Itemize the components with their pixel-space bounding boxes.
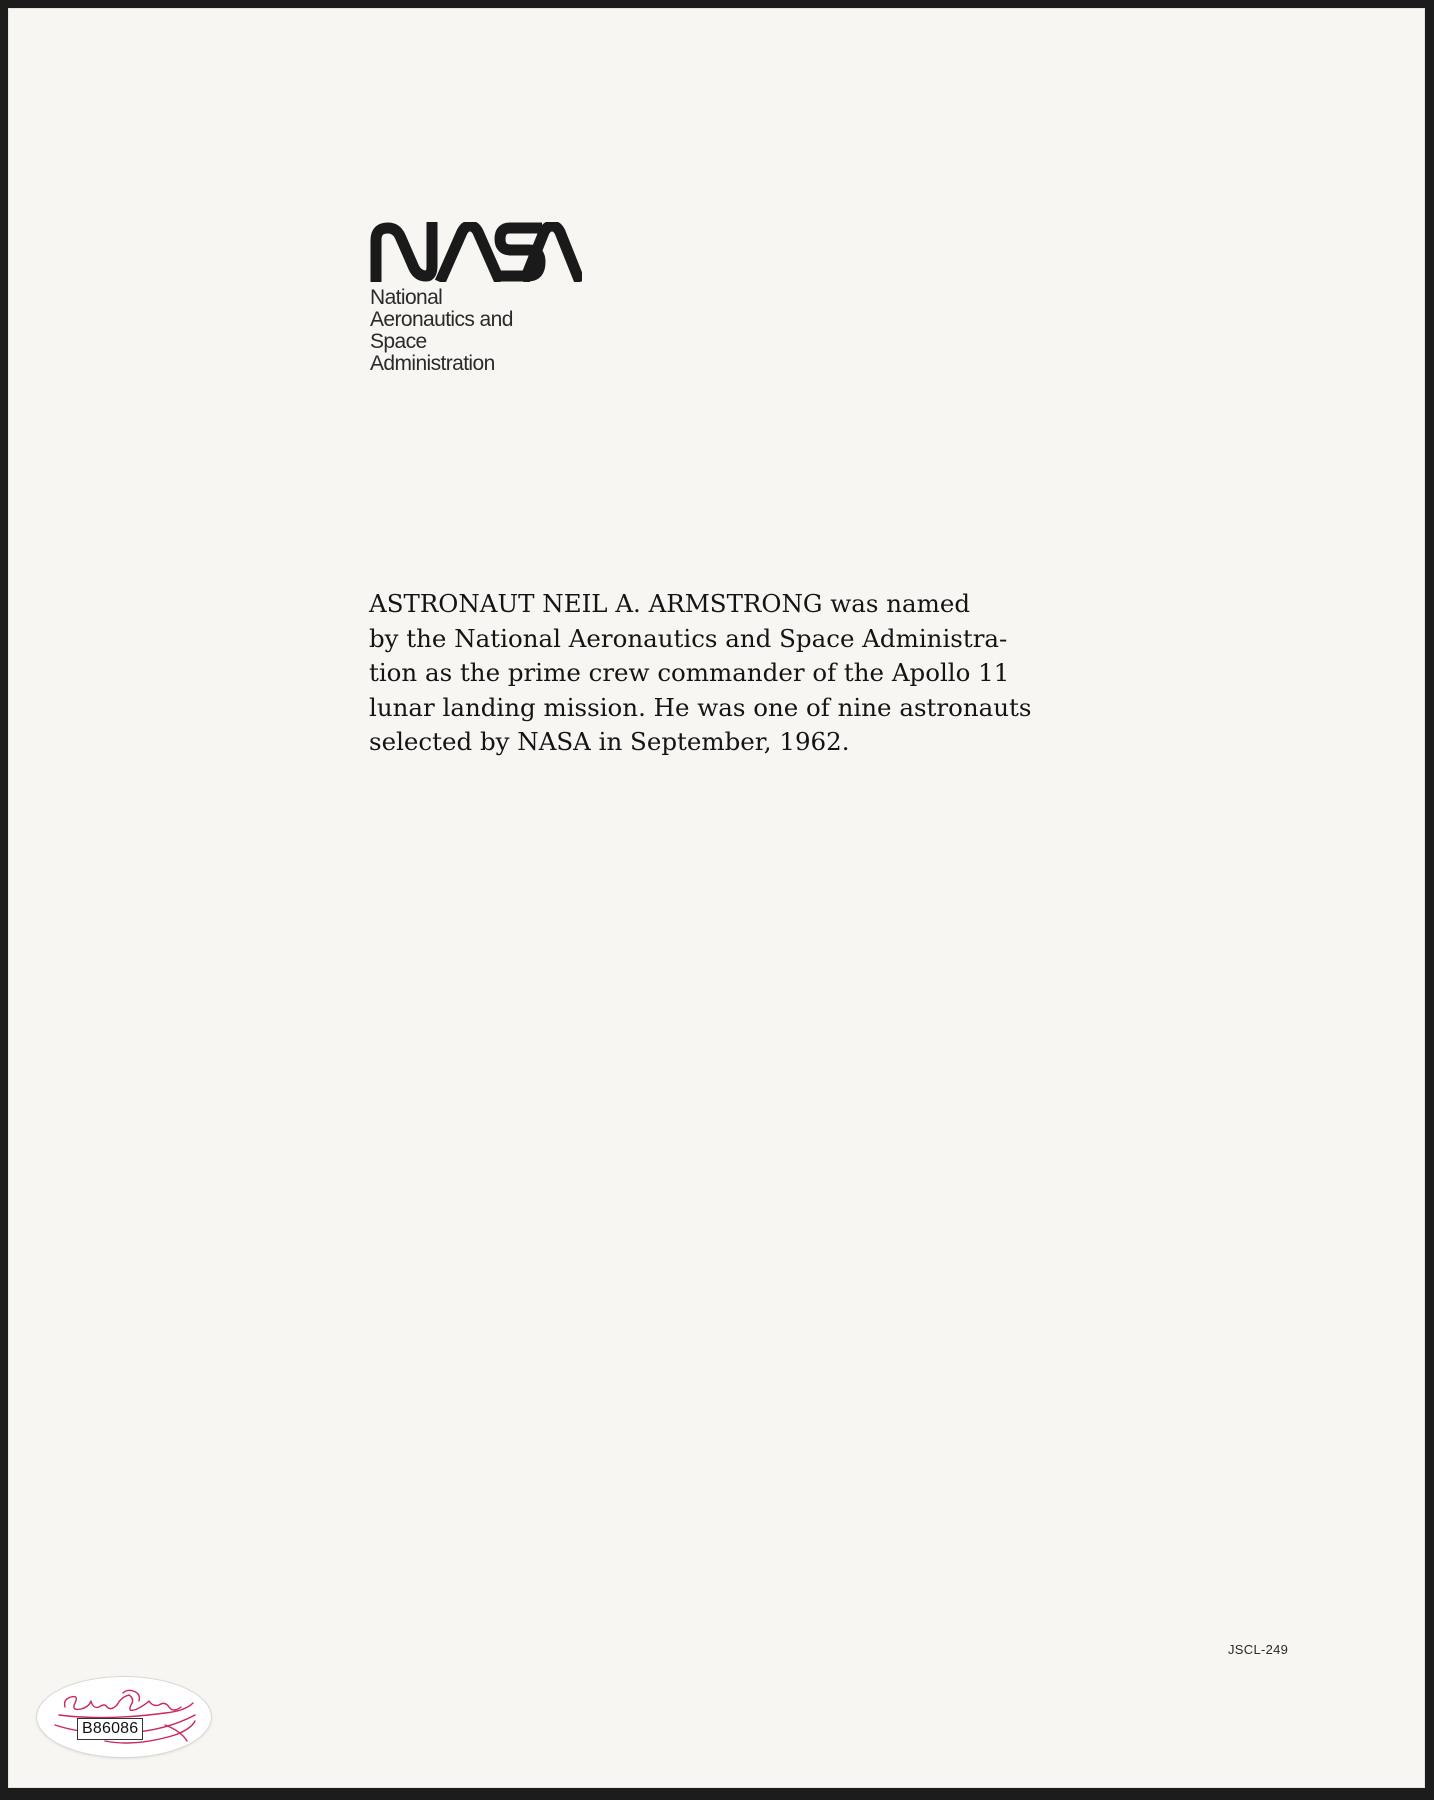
nasa-worm-logo xyxy=(370,222,582,282)
logo-subtitle-line: Aeronautics and xyxy=(370,308,513,331)
biography-paragraph xyxy=(369,587,1089,760)
logo-subtitle-line: Space xyxy=(370,330,427,353)
bio-line: by the National Aeronautics and Space Administra- xyxy=(369,623,1008,653)
bio-line: ASTRONAUT NEIL A. ARMSTRONG was named xyxy=(369,589,971,618)
logo-subtitle-line: Administration xyxy=(370,352,495,375)
document-page xyxy=(8,8,1425,1788)
reference-code: JSCL-249 xyxy=(1228,1642,1289,1657)
logo-subtitle-line: National xyxy=(370,286,443,309)
sticker-serial-number: B86086 xyxy=(77,1718,143,1740)
nasa-logo-subtitle xyxy=(370,287,610,375)
bio-line: selected by NASA in September, 1962. xyxy=(369,727,850,756)
bio-line: lunar landing mission. He was one of nine astronauts xyxy=(369,692,1032,722)
bio-line: tion as the prime crew commander of the Apollo 11 xyxy=(369,658,1010,687)
authentication-sticker xyxy=(37,1677,211,1757)
nasa-logo-block xyxy=(370,222,610,375)
